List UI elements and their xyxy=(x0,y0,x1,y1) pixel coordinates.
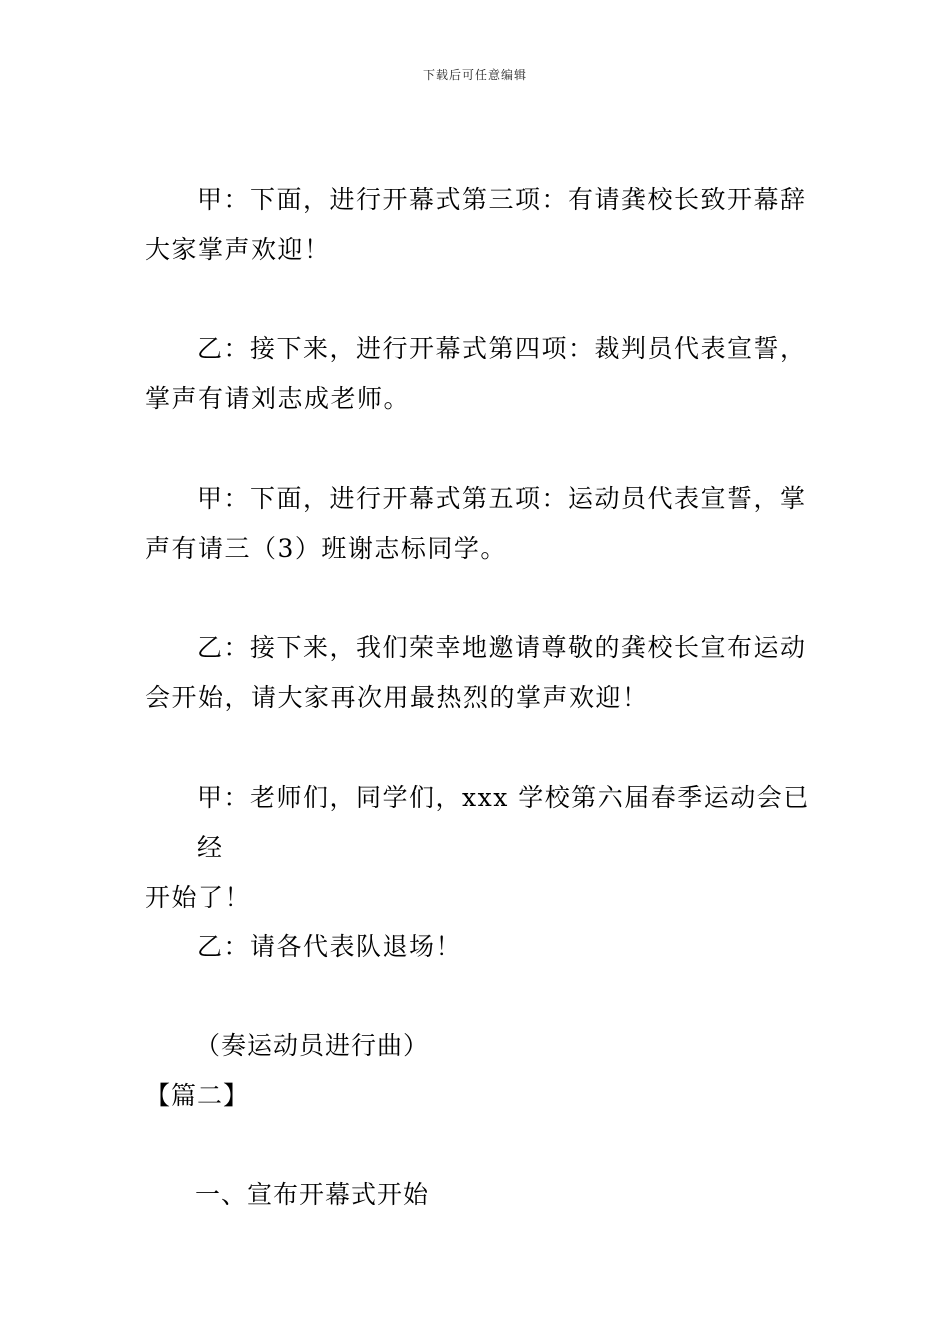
paragraph-3-line-1: 甲：下面，进行开幕式第五项：运动员代表宣誓，掌 xyxy=(197,484,807,513)
section-title: 【篇二】 xyxy=(145,1081,250,1110)
paragraph-4 xyxy=(145,623,810,723)
item-one-heading: 一、宣布开幕式开始 xyxy=(195,1180,430,1209)
paragraph-4-line-2: 会开始，请大家再次用最热烈的掌声欢迎！ xyxy=(145,683,649,712)
paragraph-1-line-1: 甲：下面，进行开幕式第三项：有请龚校长致开幕辞 xyxy=(197,185,807,214)
paragraph-4-line-1: 乙：接下来，我们荣幸地邀请尊敬的龚校长宣布运动 xyxy=(197,633,807,662)
paragraph-5-line-2: 开始了！ xyxy=(145,883,252,912)
paragraph-1 xyxy=(145,175,810,275)
music-note: （奏运动员进行曲） xyxy=(195,1031,430,1060)
paragraph-6-line-1: 乙：请各代表队退场！ xyxy=(197,932,463,961)
paragraph-3 xyxy=(145,474,810,574)
paragraph-2-line-2: 掌声有请刘志成老师。 xyxy=(145,384,411,413)
page-header: 下载后可任意编辑 xyxy=(422,68,527,82)
paragraph-5 xyxy=(145,773,810,923)
paragraph-5-line-1: 甲：老师们，同学们，xxx 学校第六届春季运动会已经 xyxy=(197,783,810,862)
paragraph-2 xyxy=(145,324,810,424)
paragraph-6 xyxy=(145,922,810,972)
paragraph-3-line-2: 声有请三（3）班谢志标同学。 xyxy=(145,534,507,563)
paragraph-2-line-1: 乙：接下来，进行开幕式第四项：裁判员代表宣誓， xyxy=(197,334,807,363)
paragraph-1-line-2: 大家掌声欢迎！ xyxy=(145,235,331,264)
